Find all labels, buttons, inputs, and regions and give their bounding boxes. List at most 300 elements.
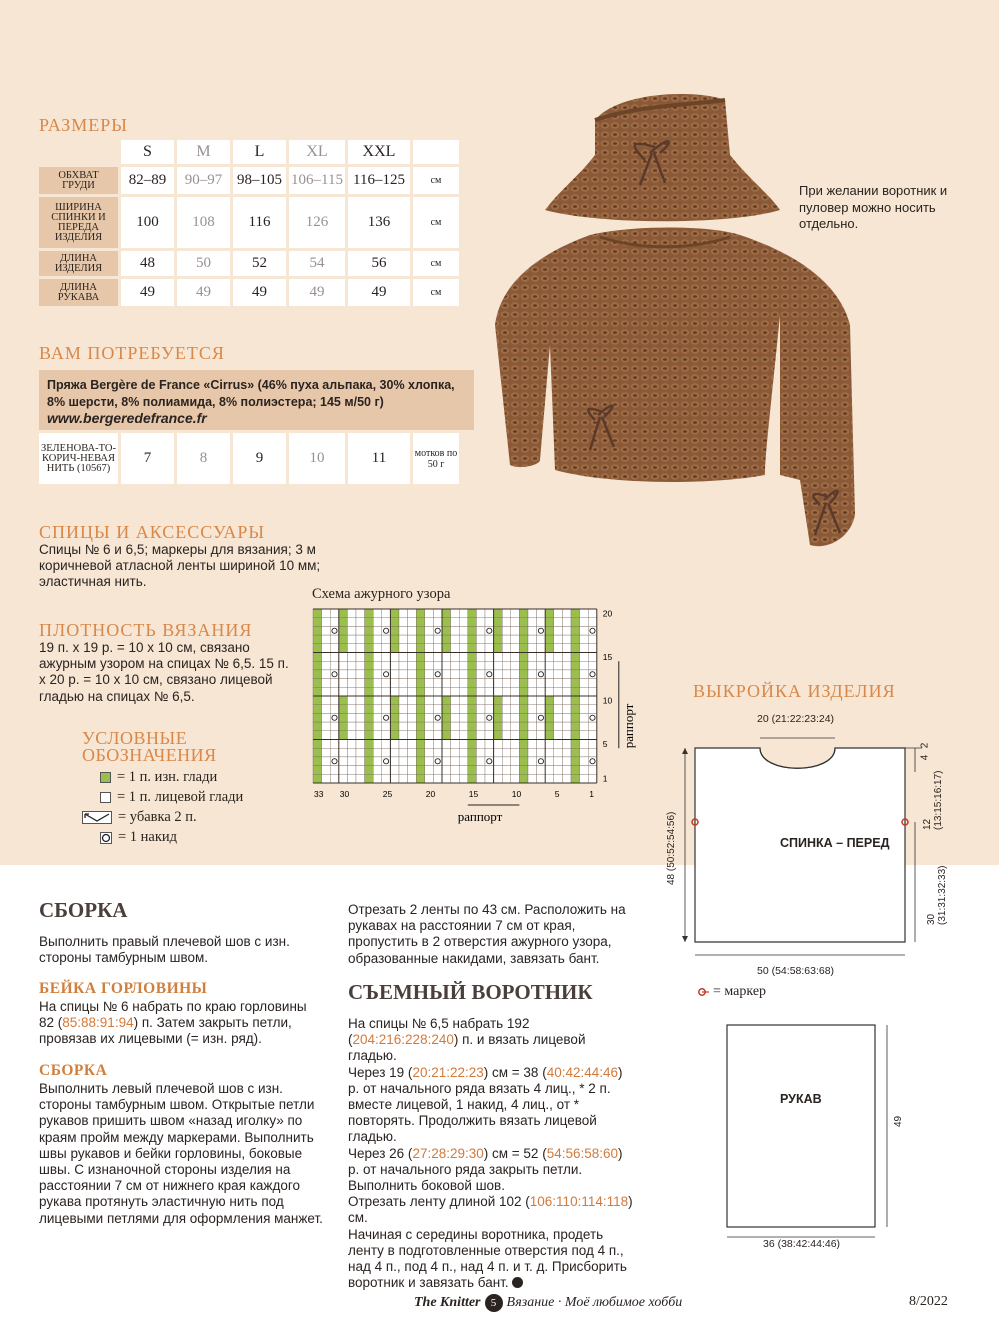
chart-cell bbox=[528, 644, 537, 653]
chart-cell bbox=[502, 774, 511, 783]
chart-cell bbox=[588, 644, 597, 653]
chart-cell bbox=[519, 731, 528, 740]
chart-cell bbox=[399, 696, 408, 705]
assembly2-title: СБОРКА bbox=[39, 1062, 108, 1079]
chart-cell bbox=[347, 644, 356, 653]
chart-cell bbox=[476, 774, 485, 783]
chart-cell bbox=[373, 670, 382, 679]
chart-cell bbox=[502, 635, 511, 644]
chart-cell bbox=[433, 635, 442, 644]
chart-col-label: 1 bbox=[589, 789, 594, 799]
chart-cell bbox=[537, 618, 546, 627]
chart-cell bbox=[485, 774, 494, 783]
chart-cell bbox=[433, 661, 442, 670]
chart-cell bbox=[511, 740, 520, 749]
chart-cell bbox=[545, 705, 554, 714]
chart-cell bbox=[347, 609, 356, 618]
chart-cell bbox=[433, 696, 442, 705]
chart-cell bbox=[347, 774, 356, 783]
chart-cell bbox=[408, 731, 417, 740]
chart-cell bbox=[459, 635, 468, 644]
chart-cell bbox=[511, 618, 520, 627]
chart-cell bbox=[408, 740, 417, 749]
chart-cell bbox=[562, 766, 571, 775]
chart-cell bbox=[399, 731, 408, 740]
chart-cell bbox=[502, 696, 511, 705]
chart-cell bbox=[545, 713, 554, 722]
chart-cell bbox=[356, 687, 365, 696]
chart-cell bbox=[322, 644, 331, 653]
collar-image bbox=[545, 94, 780, 221]
chart-cell bbox=[476, 661, 485, 670]
chart-cell bbox=[519, 618, 528, 627]
chart-cell bbox=[468, 757, 477, 766]
chart-cell bbox=[425, 748, 434, 757]
chart-cell bbox=[485, 653, 494, 662]
chart-cell bbox=[494, 670, 503, 679]
chart-cell bbox=[554, 687, 563, 696]
chart-cell bbox=[373, 635, 382, 644]
chart-cell bbox=[511, 696, 520, 705]
chart-cell bbox=[545, 766, 554, 775]
yarn-line-2: 8% шерсти, 8% полиамида, 8% полиэстера; 145 м/50 г) bbox=[47, 394, 384, 409]
chart-cell bbox=[528, 661, 537, 670]
chart-cell bbox=[390, 670, 399, 679]
chart-cell bbox=[433, 731, 442, 740]
chart-cell bbox=[451, 713, 460, 722]
front-label: СПИНКА – ПЕРЕД bbox=[780, 836, 890, 850]
chart-cell bbox=[451, 635, 460, 644]
chart-cell bbox=[537, 635, 546, 644]
green-square-icon bbox=[100, 772, 111, 783]
chart-cell bbox=[494, 766, 503, 775]
chart-cell bbox=[562, 722, 571, 731]
chart-cell bbox=[502, 670, 511, 679]
chart-cell bbox=[485, 687, 494, 696]
chart-cell bbox=[562, 670, 571, 679]
size-cell: 49 bbox=[348, 279, 410, 306]
chart-cell bbox=[365, 687, 374, 696]
chart-cell bbox=[442, 618, 451, 627]
chart-cell bbox=[562, 687, 571, 696]
chart-cell bbox=[519, 766, 528, 775]
chart-cell bbox=[416, 705, 425, 714]
chart-title: Схема ажурного узора bbox=[312, 586, 451, 602]
text-run: Через 26 ( bbox=[348, 1145, 413, 1161]
chart-cell bbox=[528, 705, 537, 714]
chart-cell bbox=[528, 609, 537, 618]
chart-cell bbox=[459, 713, 468, 722]
chart-cell bbox=[459, 748, 468, 757]
chart-cell bbox=[459, 722, 468, 731]
chart-cell bbox=[425, 626, 434, 635]
chart-cell bbox=[339, 705, 348, 714]
sizes-heading: РАЗМЕРЫ bbox=[39, 115, 128, 135]
chart-cell bbox=[356, 679, 365, 688]
chart-cell bbox=[356, 609, 365, 618]
assembly-intro: Выполнить правый плечевой шов с изн. стороны тамбурным швом. bbox=[39, 934, 290, 966]
marker-legend-text: = маркер bbox=[713, 984, 767, 999]
chart-row-label: 1 bbox=[602, 773, 608, 784]
chart-cell bbox=[588, 609, 597, 618]
chart-cell bbox=[580, 774, 589, 783]
chart-row-label: 5 bbox=[602, 738, 608, 749]
chart-cell bbox=[476, 618, 485, 627]
chart-cell bbox=[528, 679, 537, 688]
chart-cell bbox=[562, 635, 571, 644]
chart-cell bbox=[468, 696, 477, 705]
text-run: ) п. Затем закрыть петли, провязав их лицевыми (= изн. ряд). bbox=[39, 1015, 292, 1047]
chart-cell bbox=[390, 748, 399, 757]
chart-cell bbox=[537, 679, 546, 688]
chart-cell bbox=[485, 766, 494, 775]
chart-cell bbox=[390, 644, 399, 653]
size-cell: 90–97 bbox=[177, 167, 230, 194]
chart-cell bbox=[476, 757, 485, 766]
sleeve-label: РУКАВ bbox=[780, 1092, 822, 1106]
chart-cell bbox=[519, 679, 528, 688]
chart-cell bbox=[562, 705, 571, 714]
size-column-header: XXL bbox=[348, 140, 410, 164]
chart-cell bbox=[408, 618, 417, 627]
sleeve-length-label: 49 bbox=[893, 1115, 904, 1127]
chart-cell bbox=[347, 661, 356, 670]
chart-cell bbox=[339, 661, 348, 670]
chart-cell bbox=[519, 644, 528, 653]
footer-magazine bbox=[414, 1294, 682, 1312]
chart-cell bbox=[502, 766, 511, 775]
chart-cell bbox=[390, 653, 399, 662]
chart-cell bbox=[468, 774, 477, 783]
chart-cell bbox=[339, 722, 348, 731]
chart-cell bbox=[313, 679, 322, 688]
chart-cell bbox=[511, 687, 520, 696]
chart-cell bbox=[442, 740, 451, 749]
chart-cell bbox=[408, 774, 417, 783]
chart-cell bbox=[528, 757, 537, 766]
chart-cell bbox=[373, 722, 382, 731]
chart-cell bbox=[545, 609, 554, 618]
chart-cell bbox=[313, 653, 322, 662]
chart-cell bbox=[494, 687, 503, 696]
chart-cell bbox=[322, 731, 331, 740]
chart-cell bbox=[545, 679, 554, 688]
chart-cell bbox=[485, 609, 494, 618]
chart-cell bbox=[588, 774, 597, 783]
size-cell: 116–125 bbox=[348, 167, 410, 194]
chart-cell bbox=[416, 661, 425, 670]
chart-cell bbox=[373, 757, 382, 766]
chart-cell bbox=[382, 696, 391, 705]
legend-item bbox=[100, 829, 177, 846]
chart-cell bbox=[494, 679, 503, 688]
gauge-text: 19 п. х 19 р. = 10 х 10 см, связано ажурным узором на спицах № 6,5. 15 п. х 20 р. = 10 х 10 см, связано лицевой гладью на спицах № 6,5. bbox=[39, 640, 289, 704]
chart-cell bbox=[442, 713, 451, 722]
lace-chart bbox=[305, 605, 655, 840]
chart-cell bbox=[416, 757, 425, 766]
chart-cell bbox=[356, 705, 365, 714]
chart-cell bbox=[442, 696, 451, 705]
yarn-amount-cell: 7 bbox=[121, 433, 174, 484]
chart-cell bbox=[545, 722, 554, 731]
chart-cell bbox=[537, 740, 546, 749]
chart-cell bbox=[502, 679, 511, 688]
chart-cell bbox=[451, 653, 460, 662]
chart-cell bbox=[519, 635, 528, 644]
chart-cell bbox=[339, 740, 348, 749]
chart-cell bbox=[382, 661, 391, 670]
chart-cell bbox=[554, 774, 563, 783]
chart-cell bbox=[313, 609, 322, 618]
chart-cell bbox=[373, 679, 382, 688]
chart-cell bbox=[382, 731, 391, 740]
chart-cell bbox=[347, 705, 356, 714]
chart-cell bbox=[459, 670, 468, 679]
yarn-url[interactable]: www.bergeredefrance.fr bbox=[47, 410, 207, 426]
repeat-label-side: раппорт bbox=[620, 703, 636, 749]
chart-cell bbox=[451, 748, 460, 757]
chart-cell bbox=[502, 661, 511, 670]
chart-cell bbox=[528, 722, 537, 731]
chart-cell bbox=[313, 748, 322, 757]
chart-cell bbox=[588, 740, 597, 749]
chart-cell bbox=[339, 626, 348, 635]
chart-cell bbox=[502, 618, 511, 627]
chart-cell bbox=[545, 740, 554, 749]
chart-cell bbox=[408, 679, 417, 688]
chart-cell bbox=[545, 696, 554, 705]
text-run: ) р. от начального ряда закрыть петли. Выполнить боковой шов. bbox=[348, 1145, 623, 1194]
chart-cell bbox=[494, 644, 503, 653]
highlight-run: 60 bbox=[603, 1145, 619, 1161]
chart-cell bbox=[416, 713, 425, 722]
chart-cell bbox=[537, 705, 546, 714]
chart-cell bbox=[519, 653, 528, 662]
chart-cell bbox=[347, 748, 356, 757]
needles-text: Спицы № 6 и 6,5; маркеры для вязания; 3 м коричневой атласной ленты шириной 10 мм; эластичная нить. bbox=[39, 542, 321, 590]
chart-cell bbox=[494, 618, 503, 627]
chart-cell bbox=[502, 687, 511, 696]
chart-cell bbox=[580, 644, 589, 653]
chart-cell bbox=[313, 687, 322, 696]
chart-cell bbox=[468, 679, 477, 688]
chart-cell bbox=[442, 757, 451, 766]
length-label: 48 (50:52:54:56) bbox=[666, 811, 677, 885]
chart-row-label: 10 bbox=[602, 695, 613, 706]
size-column-header: L bbox=[233, 140, 286, 164]
end-mark-icon bbox=[512, 1277, 523, 1288]
chart-cell bbox=[580, 766, 589, 775]
chart-col-label: 33 bbox=[314, 789, 324, 799]
chart-cell bbox=[416, 679, 425, 688]
chart-cell bbox=[442, 644, 451, 653]
needles-heading: СПИЦЫ И АКСЕССУАРЫ bbox=[39, 522, 266, 542]
chart-cell bbox=[382, 774, 391, 783]
chart-cell bbox=[433, 774, 442, 783]
chart-cell bbox=[588, 696, 597, 705]
chart-cell bbox=[330, 705, 339, 714]
chart-cell bbox=[365, 722, 374, 731]
chart-cell bbox=[330, 731, 339, 740]
chart-cell bbox=[545, 670, 554, 679]
chart-cell bbox=[330, 722, 339, 731]
yarn-over-icon bbox=[100, 832, 112, 844]
chart-cell bbox=[459, 679, 468, 688]
highlight-run: 20:21:22:23 bbox=[412, 1064, 484, 1080]
chart-cell bbox=[322, 679, 331, 688]
chart-cell bbox=[442, 670, 451, 679]
chart-cell bbox=[356, 713, 365, 722]
chart-cell bbox=[476, 670, 485, 679]
chart-cell bbox=[580, 705, 589, 714]
chart-cell bbox=[468, 626, 477, 635]
chart-cell bbox=[511, 609, 520, 618]
chart-cell bbox=[502, 757, 511, 766]
chart-cell bbox=[390, 774, 399, 783]
chart-cell bbox=[416, 748, 425, 757]
chart-cell bbox=[382, 740, 391, 749]
chart-cell bbox=[416, 670, 425, 679]
chart-cell bbox=[408, 653, 417, 662]
yarn-color-label: ЗЕЛЕНОВА-ТО-КОРИЧ-НЕВАЯ НИТЬ (10567) bbox=[39, 433, 118, 484]
chart-cell bbox=[339, 618, 348, 627]
chart-cell bbox=[356, 757, 365, 766]
chart-cell bbox=[373, 644, 382, 653]
chart-cell bbox=[382, 687, 391, 696]
chart-cell bbox=[433, 687, 442, 696]
chart-cell bbox=[390, 609, 399, 618]
chart-cell bbox=[580, 679, 589, 688]
chart-cell bbox=[537, 731, 546, 740]
chart-cell bbox=[425, 653, 434, 662]
chart-cell bbox=[459, 618, 468, 627]
chart-cell bbox=[373, 661, 382, 670]
chart-cell bbox=[459, 626, 468, 635]
chart-cell bbox=[373, 748, 382, 757]
chart-cell bbox=[390, 635, 399, 644]
chart-cell bbox=[330, 740, 339, 749]
chart-cell bbox=[365, 713, 374, 722]
chart-cell bbox=[459, 705, 468, 714]
highlight-run: 204:216:228: bbox=[352, 1032, 432, 1048]
chart-cell bbox=[356, 618, 365, 627]
chart-cell bbox=[373, 705, 382, 714]
chart-cell bbox=[390, 757, 399, 766]
chart-cell bbox=[399, 774, 408, 783]
chart-cell bbox=[580, 653, 589, 662]
chart-cell bbox=[416, 626, 425, 635]
chart-cell bbox=[442, 635, 451, 644]
chart-cell bbox=[373, 696, 382, 705]
chart-cell bbox=[554, 731, 563, 740]
chart-cell bbox=[519, 696, 528, 705]
chart-cell bbox=[356, 748, 365, 757]
chart-cell bbox=[588, 705, 597, 714]
chart-cell bbox=[580, 609, 589, 618]
chart-cell bbox=[313, 757, 322, 766]
chart-cell bbox=[408, 609, 417, 618]
chart-cell bbox=[408, 705, 417, 714]
chart-cell bbox=[416, 609, 425, 618]
chart-cell bbox=[571, 653, 580, 662]
chart-cell bbox=[494, 757, 503, 766]
chart-row-label: 15 bbox=[602, 651, 613, 662]
neckband-text bbox=[39, 999, 324, 1048]
chart-cell bbox=[442, 722, 451, 731]
chart-cell bbox=[554, 679, 563, 688]
chart-cell bbox=[580, 696, 589, 705]
chart-cell bbox=[390, 722, 399, 731]
chart-cell bbox=[476, 722, 485, 731]
chart-cell bbox=[554, 626, 563, 635]
chart-cell bbox=[356, 766, 365, 775]
chart-cell bbox=[322, 757, 331, 766]
chart-cell bbox=[347, 635, 356, 644]
chart-cell bbox=[562, 618, 571, 627]
chart-cell bbox=[459, 661, 468, 670]
ribbons-text: Отрезать 2 ленты по 43 см. Расположить на рукавах на расстоянии 7 см от края, пропустить в 2 отверстия ажурного узора, образованные накидами, завязать бант. bbox=[348, 902, 626, 966]
chart-cell bbox=[485, 740, 494, 749]
chart-cell bbox=[356, 731, 365, 740]
chart-cell bbox=[451, 740, 460, 749]
highlight-run: 118 bbox=[606, 1194, 629, 1210]
chart-cell bbox=[571, 679, 580, 688]
chart-cell bbox=[390, 731, 399, 740]
depth-label-b: 2 bbox=[919, 742, 931, 749]
chart-cell bbox=[399, 644, 408, 653]
chart-cell bbox=[485, 696, 494, 705]
chart-cell bbox=[511, 766, 520, 775]
chart-cell bbox=[451, 696, 460, 705]
chart-cell bbox=[339, 696, 348, 705]
chart-cell bbox=[511, 670, 520, 679]
chart-cell bbox=[408, 722, 417, 731]
chart-cell bbox=[408, 766, 417, 775]
size-table bbox=[39, 140, 459, 306]
chart-cell bbox=[537, 748, 546, 757]
chart-cell bbox=[339, 670, 348, 679]
chart-cell bbox=[347, 626, 356, 635]
chart-cell bbox=[382, 618, 391, 627]
chart-cell bbox=[511, 644, 520, 653]
chart-cell bbox=[322, 705, 331, 714]
chart-cell bbox=[408, 670, 417, 679]
chart-cell bbox=[588, 661, 597, 670]
chart-cell bbox=[313, 774, 322, 783]
chart-cell bbox=[451, 670, 460, 679]
legend-text: = 1 п. лицевой глади bbox=[117, 789, 244, 805]
chart-cell bbox=[322, 687, 331, 696]
chart-cell bbox=[451, 661, 460, 670]
chart-cell bbox=[537, 653, 546, 662]
chart-cell bbox=[468, 740, 477, 749]
chart-cell bbox=[511, 705, 520, 714]
chart-cell bbox=[519, 626, 528, 635]
chart-cell bbox=[571, 748, 580, 757]
chart-cell bbox=[451, 609, 460, 618]
chart-cell bbox=[347, 687, 356, 696]
chart-cell bbox=[399, 670, 408, 679]
chart-cell bbox=[476, 644, 485, 653]
chart-cell bbox=[485, 748, 494, 757]
chart-cell bbox=[519, 713, 528, 722]
neck-width-label: 20 (21:22:23:24) bbox=[757, 713, 835, 725]
chart-cell bbox=[502, 644, 511, 653]
chart-cell bbox=[322, 661, 331, 670]
chart-cell bbox=[476, 766, 485, 775]
magazine-subtitle: Вязание · Моё любимое хобби bbox=[506, 1295, 683, 1310]
side-label: 30 (31:31:32:33) bbox=[926, 865, 948, 925]
